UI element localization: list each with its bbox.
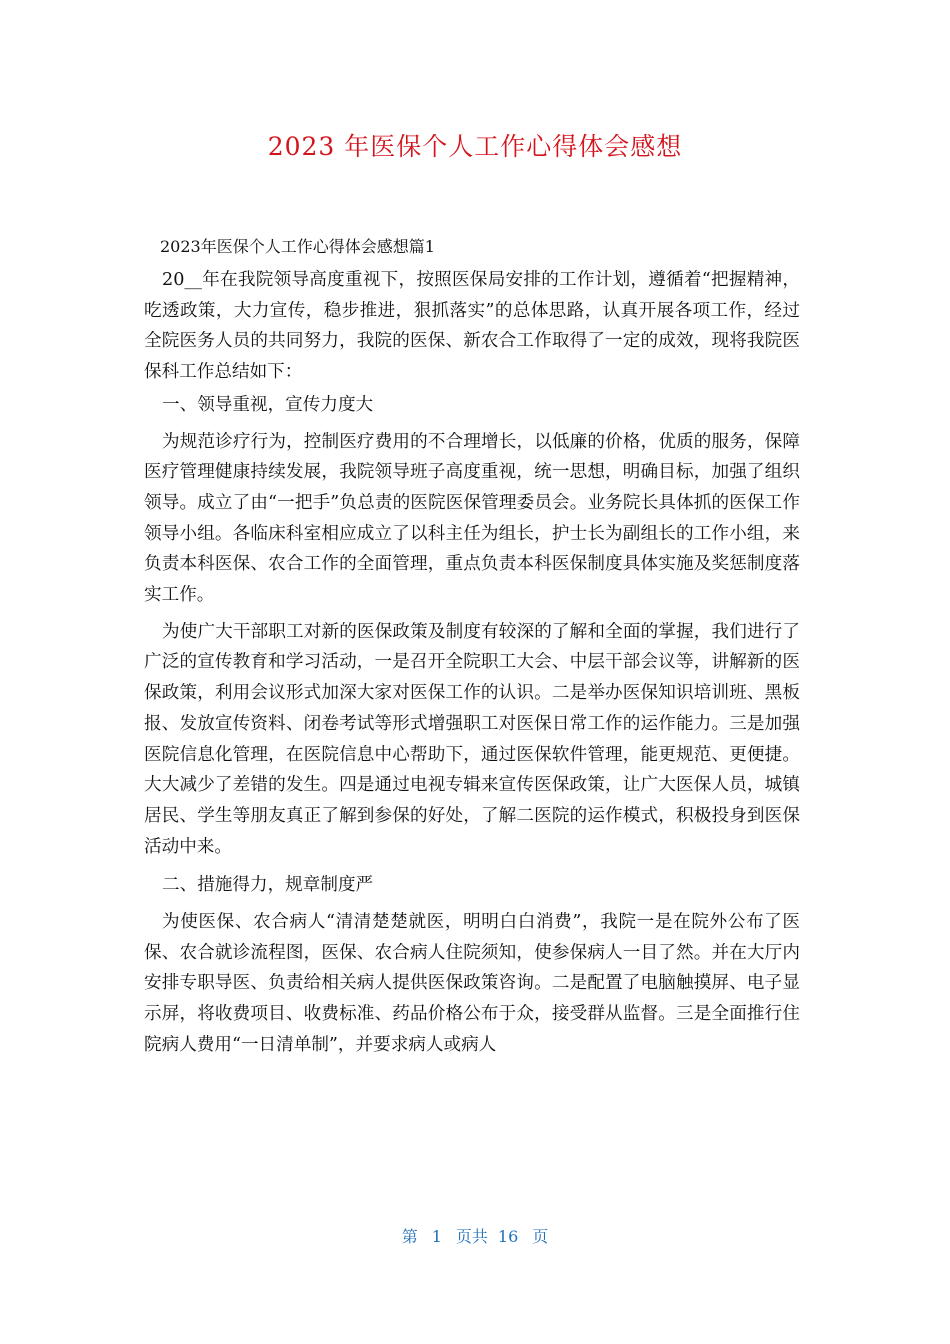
footer-page-total: 16 [497,1227,519,1246]
section-subtitle: 2023年医保个人工作心得体会感想篇1 [160,237,435,256]
section-heading-1: 一、领导重视，宣传力度大 [162,394,374,415]
document-body [144,228,800,1061]
paragraph-measures: 为使医保、农合病人“清清楚楚就医，明明白白消费”，我院一是在院外公布了医保、农合就诊流程图，医保、农合病人住院须知，使参保病人一目了然。并在大厅内安排专职导医、负责给相关病人提供医保政策咨询。二是配置了电脑触摸屏、电子显示屏，将收费项目、收费标准、药品价格公布于众，接受群从监督。三是全面推行住院病人费用“一日清单制”，并要求病人或病人 [144,912,800,1055]
document-title: 2023 年医保个人工作心得体会感想 [267,132,683,161]
section-heading-2: 二、措施得力，规章制度严 [162,875,374,896]
footer-page-middle: 页共 [455,1227,488,1246]
footer-page-prefix: 第 [401,1227,418,1246]
page-footer [0,1226,950,1248]
footer-page-number: 1 [431,1227,442,1246]
paragraph-publicity: 为使广大干部职工对新的医保政策及制度有较深的了解和全面的掌握，我们进行了广泛的宣传教育和学习活动，一是召开全院职工大会、中层干部会议等，讲解新的医保政策，利用会议形式加深大家对医保工作的认识。二是举办医保知识培训班、黑板报、发放宣传资料、闭卷考试等形式增强职工对医保日常工作的运作能力。三是加强医院信息化管理，在医院信息中心帮助下，通过医保软件管理，能更规范、更便捷。大大减少了差错的发生。四是通过电视专辑来宣传医保政策，让广大医保人员，城镇居民、学生等朋友真正了解到参保的好处，了解二医院的运作模式，积极投身到医保活动中来。 [144,621,800,857]
paragraph-leadership: 为规范诊疗行为，控制医疗费用的不合理增长，以低廉的价格，优质的服务，保障医疗管理健康持续发展，我院领导班子高度重视，统一思想，明确目标，加强了组织领导。成立了由“一把手”负总责的医院医保管理委员会。业务院长具体抓的医保工作领导小组。各临床科室相应成立了以科主任为组长，护士长为副组长的工作小组，来负责本科医保、农合工作的全面管理，重点负责本科医保制度具体实施及奖惩制度落实工作。 [144,431,800,606]
paragraph-intro: 20__年在我院领导高度重视下，按照医保局安排的工作计划，遵循着“把握精神，吃透政策，大力宣传，稳步推进，狠抓落实”的总体思路，认真开展各项工作，经过全院医务人员的共同努力，我院的医保、新农合工作取得了一定的成效，现将我院医保科工作总结如下： [144,270,800,383]
footer-page-suffix: 页 [532,1227,549,1246]
